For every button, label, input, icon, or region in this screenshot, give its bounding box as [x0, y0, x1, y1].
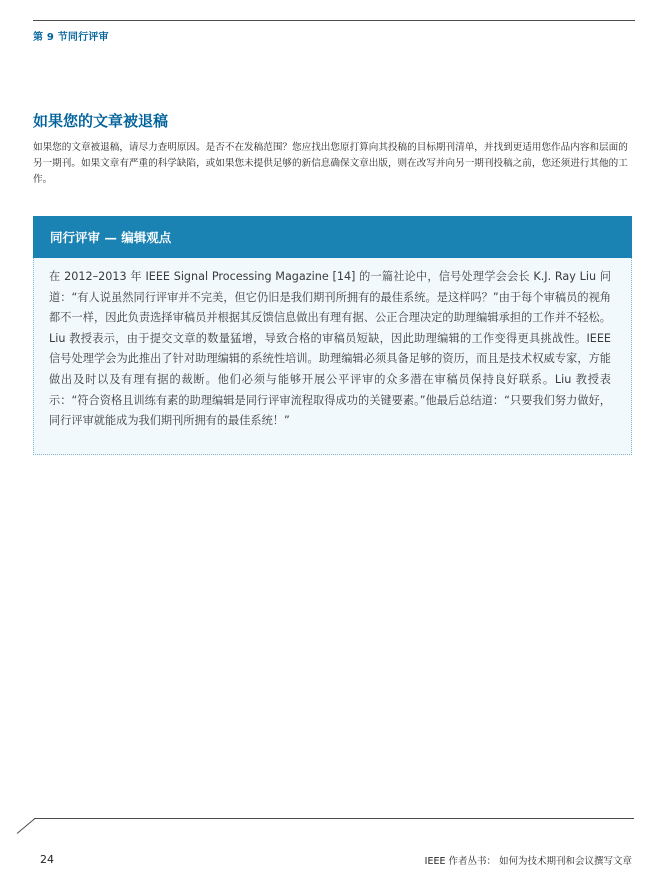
page-number: 24	[40, 853, 54, 866]
sidebar-body	[33, 258, 632, 455]
footer-book-title: IEEE 作者丛书： 如何为技术期刊和会议撰写文章	[424, 856, 632, 867]
sidebar-paragraph: 在 2012–2013 年 IEEE Signal Processing Magazine [14] 的一篇社论中，信号处理学会会长 K.J. Ray Liu 问道：“有人说虽然同行评审并不完美，但它仍旧是我们期刊所拥有的最佳系统。是这样吗？”由于每个审稿员的视角都不一样，因此负责选择审稿员并根据其反馈信息做出有理有据、公正合理决定的助理编辑承担的工作并不轻松。Liu 教授表示，由于提交文章的数量猛增，导致合格的审稿员短缺，因此助理编辑的工作变得更具挑战性。IEEE 信号处理学会为此推出了针对助理编辑的系统性培训。助理编辑必须具备足够的资历，而且是技术权威专家，方能做出及时以及有理有据的裁断。他们必须与能够开展公平评审的众多潜在审稿员保持良好联系。Liu 教授表示：“符合资格且训练有素的助理编辑是同行评审流程取得成功的关键要素。”他最后总结道：“只要我们努力做好，同行评审就能成为我们期刊所拥有的最佳系统！”	[49, 270, 611, 428]
intro-paragraph: 如果您的文章被退稿，请尽力查明原因。是否不在发稿范围？您应找出您原打算向其投稿的目标期刊清单，并找到更适用您作品内容和层面的另一期刊。如果文章有严重的科学缺陷，或如果您未提供足够的新信息确保文章出版，则在改写并向另一期刊投稿之前，您还须进行其他的工作。	[33, 142, 628, 185]
section-label: 第 9 节同行评审	[33, 32, 109, 43]
section-heading: 如果您的文章被退稿	[33, 112, 169, 130]
footer-rule	[34, 818, 634, 819]
header-rule	[33, 20, 635, 21]
sidebar-title: 同行评审 — 编辑观点	[33, 216, 632, 258]
footer-rule-accent	[17, 818, 36, 834]
editor-viewpoint-sidebar	[33, 216, 632, 455]
